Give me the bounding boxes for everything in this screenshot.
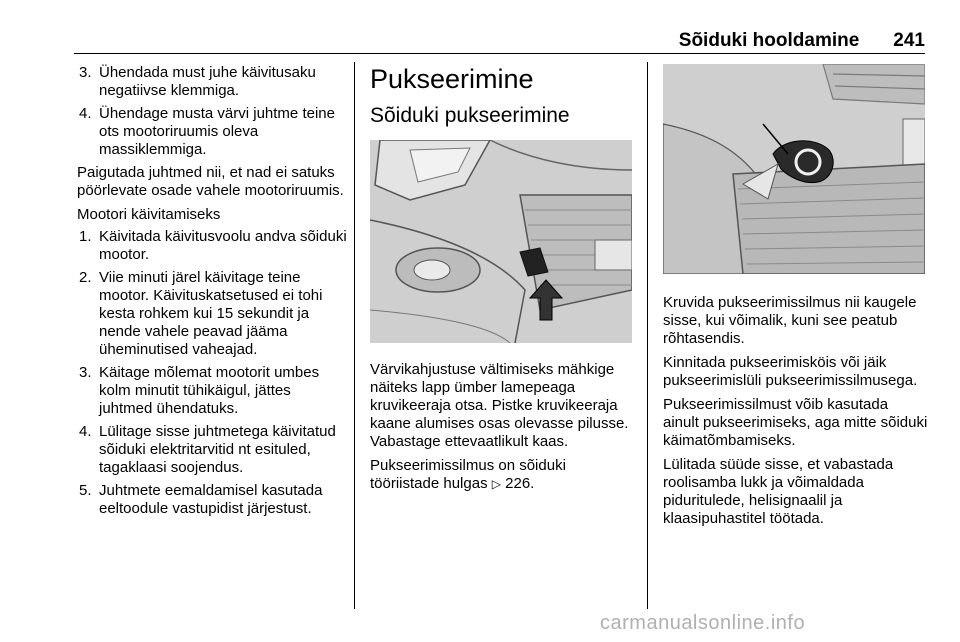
paragraph-remove-cover: Värvikahjustuse vältimiseks mähkige näiteks lapp ümber lamepeaga kruvikeeraja otsa. Pistke kruvikeeraja kaane alumises osas olevasse pilusse. Vabastage ettevaatlikult kaas. bbox=[370, 361, 629, 450]
towing-cover-illustration bbox=[370, 140, 632, 343]
tow-eye-illustration bbox=[663, 64, 925, 274]
column-divider-2 bbox=[647, 62, 648, 609]
page-number: 241 bbox=[893, 30, 925, 51]
heading-vehicle-towing: Sõiduki pukseerimine bbox=[370, 104, 570, 127]
step-text: Ühendada must juhe käivitusaku negatiivse klemmiga. bbox=[99, 64, 316, 99]
step-number: 5. bbox=[79, 482, 92, 499]
paragraph-usage-limit: Pukseerimissilmust võib kasutada ainult pukseerimiseks, aga mitte sõiduki käimatõmbamiseks. bbox=[663, 396, 928, 449]
list-item bbox=[77, 105, 347, 159]
step-list-start bbox=[77, 228, 347, 518]
step-list-connect bbox=[77, 64, 347, 159]
paragraph-cable-routing: Paigutada juhtmed nii, et nad ei satuks pöörlevate osade vahele mootoriruumis. bbox=[77, 164, 344, 199]
step-number: 4. bbox=[79, 105, 92, 122]
column-2 bbox=[370, 64, 636, 499]
header-rule bbox=[74, 53, 925, 54]
paragraph-screw-in: Kruvida pukseerimissilmus nii kaugele sisse, kui võimalik, kuni see peatub rõhtasendis. bbox=[663, 294, 917, 347]
list-item bbox=[77, 269, 347, 359]
step-number: 1. bbox=[79, 228, 92, 245]
column-1 bbox=[77, 64, 347, 523]
page-reference: 226. bbox=[500, 475, 535, 492]
page-header bbox=[74, 30, 925, 52]
column-3 bbox=[663, 64, 928, 534]
step-text: Käitage mõlemat mootorit umbes kolm minutit tühikäigul, jättes juhtmed ühendatuks. bbox=[99, 364, 320, 417]
heading-towing: Pukseerimine bbox=[370, 64, 534, 94]
step-text: Lülitage sisse juhtmetega käivitatud sõiduki elektritarvitid nt esituled, tagaklaasi soojendus. bbox=[99, 423, 336, 476]
step-number: 3. bbox=[79, 364, 92, 381]
column-divider-1 bbox=[354, 62, 355, 609]
list-item bbox=[77, 482, 347, 518]
list-item bbox=[77, 423, 347, 477]
paragraph-tow-eye-location bbox=[370, 457, 636, 493]
car-front-bumper-illustration bbox=[370, 140, 632, 343]
step-text: Ühendage musta värvi juhtme teine ots mootoriruumis oleva massiklemmiga. bbox=[99, 105, 335, 158]
list-item bbox=[77, 64, 347, 100]
step-text: Käivitada käivitusvoolu andva sõiduki mootor. bbox=[99, 228, 347, 263]
step-number: 2. bbox=[79, 269, 92, 286]
section-title: Sõiduki hooldamine bbox=[678, 30, 860, 51]
paragraph-ignition: Lülitada süüde sisse, et vabastada roolisamba lukk ja võimaldada piduritulede, helisignaalil ja klaasipuhastitel töötada. bbox=[663, 456, 894, 527]
page-ref-arrow-icon: ▷ bbox=[491, 477, 501, 491]
tow-eye-installed-illustration bbox=[663, 64, 925, 274]
step-number: 3. bbox=[79, 64, 92, 81]
tow-eye-text: Pukseerimissilmus on sõiduki tööriistade hulgas bbox=[370, 457, 566, 492]
step-number: 4. bbox=[79, 423, 92, 440]
watermark: carmanualsonline.info bbox=[600, 612, 806, 634]
list-item bbox=[77, 228, 347, 264]
step-text: Juhtmete eemaldamisel kasutada eeltoodule vastupidist järjestust. bbox=[99, 482, 323, 517]
paragraph-attach-rope: Kinnitada pukseerimisköis või jäik pukseerimislüli pukseerimissilmusega. bbox=[663, 354, 918, 389]
paragraph-start-engine: Mootori käivitamiseks bbox=[77, 206, 221, 223]
list-item bbox=[77, 364, 347, 418]
step-text: Viie minuti järel käivitage teine mootor. Käivituskatsetused ei tohi kesta rohkem kui 15 sekundit ja nende vahele peavad jääma üheminutised vaheajad. bbox=[99, 269, 323, 358]
